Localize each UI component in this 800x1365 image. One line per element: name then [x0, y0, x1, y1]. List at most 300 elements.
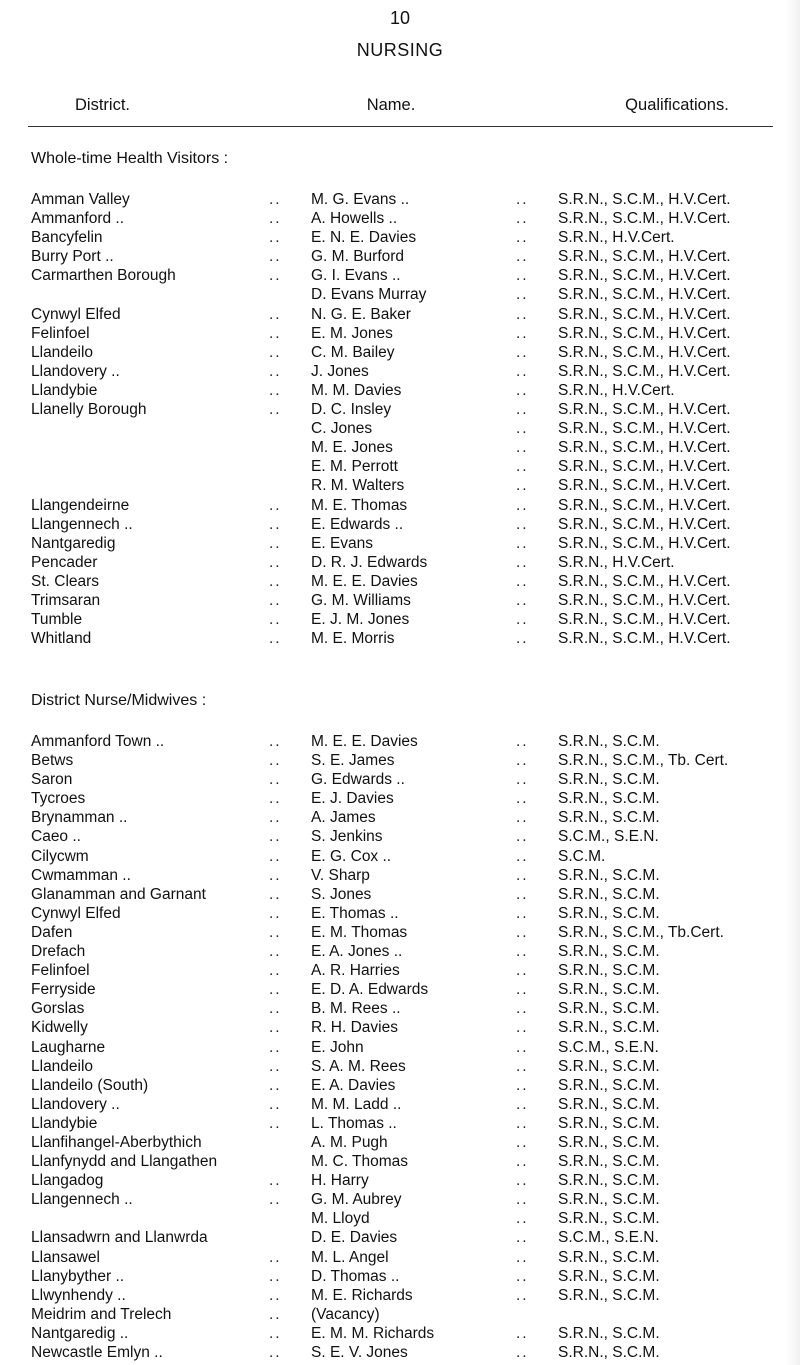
qualifications-cell: S.R.N., S.C.M. [558, 733, 660, 750]
name-cell: S. Jenkins [311, 828, 383, 846]
name-cell: A. R. Harries [311, 962, 400, 980]
section-rows [31, 732, 771, 1362]
leader-dots: .. [269, 496, 282, 514]
leader-dots: .. [516, 1153, 529, 1171]
name-cell: N. G. E. Baker [311, 305, 411, 323]
leader-dots: .. [269, 362, 282, 380]
district-cell: Whitland [31, 630, 92, 648]
name-cell: M. Lloyd [311, 1210, 370, 1228]
district-cell: Llandybie [31, 381, 98, 399]
district-cell: Llangadog [31, 1172, 104, 1190]
district-cell: Ammanford .. [31, 210, 125, 228]
leader-dots: .. [269, 1248, 282, 1266]
leader-dots: .. [516, 943, 529, 961]
table-row [31, 553, 771, 572]
leader-dots: .. [516, 790, 529, 808]
district-cell: Burry Port .. [31, 248, 114, 266]
qualifications-cell: S.R.N., H.V.Cert. [558, 229, 675, 247]
leader-dots: .. [516, 828, 529, 846]
table-row [31, 1152, 771, 1171]
qualifications-cell: S.R.N., S.C.M., H.V.Cert. [558, 477, 731, 495]
name-cell: E. A. Davies [311, 1076, 396, 1094]
leader-dots: .. [269, 809, 282, 827]
table-row [31, 400, 771, 419]
leader-dots: .. [516, 611, 529, 629]
leader-dots: .. [516, 1210, 529, 1228]
qualifications-cell: S.R.N., S.C.M. [558, 1095, 660, 1113]
leader-dots: .. [269, 962, 282, 980]
name-cell: V. Sharp [311, 866, 370, 884]
qualifications-cell: S.R.N., S.C.M. [558, 1057, 660, 1075]
leader-dots: .. [269, 534, 282, 552]
leader-dots: .. [269, 847, 282, 865]
table-row [31, 942, 771, 961]
district-cell: Tycroes [31, 790, 86, 808]
table-row [31, 923, 771, 942]
leader-dots: .. [516, 343, 529, 361]
leader-dots: .. [516, 1095, 529, 1113]
leader-dots: .. [269, 630, 282, 648]
name-cell: M. M. Ladd .. [311, 1095, 402, 1113]
district-cell: Llwynhendy .. [31, 1286, 126, 1304]
qualifications-cell: S.R.N., S.C.M. [558, 1000, 660, 1018]
table-row [31, 419, 771, 438]
table-row [31, 885, 771, 904]
district-cell: Caeo .. [31, 828, 81, 846]
leader-dots: .. [516, 267, 529, 285]
name-cell: C. Jones [311, 420, 373, 438]
qualifications-cell: S.R.N., S.C.M. [558, 1210, 660, 1228]
leader-dots: .. [516, 591, 529, 609]
qualifications-cell: S.R.N., S.C.M., Tb.Cert. [558, 923, 724, 941]
qualifications-cell: S.R.N., S.C.M., H.V.Cert. [558, 534, 731, 552]
page-title: NURSING [356, 40, 444, 60]
leader-dots: .. [269, 611, 282, 629]
district-cell: Llanybyther .. [31, 1267, 125, 1285]
name-cell: E. Thomas .. [311, 904, 399, 922]
leader-dots: .. [269, 943, 282, 961]
qualifications-cell: S.R.N., S.C.M. [558, 981, 660, 999]
table-row [31, 1038, 771, 1057]
qualifications-cell: S.R.N., S.C.M. [558, 1153, 660, 1171]
leader-dots: .. [516, 1172, 529, 1190]
leader-dots: .. [516, 477, 529, 495]
qualifications-cell: S.R.N., S.C.M., H.V.Cert. [558, 420, 731, 438]
name-cell: M. E. Richards [311, 1286, 413, 1304]
table-row [31, 572, 771, 591]
leader-dots: .. [269, 191, 282, 208]
district-cell: Meidrim and Trelech [31, 1305, 172, 1323]
name-cell: M. L. Angel [311, 1248, 389, 1266]
district-cell: Llandeilo [31, 1057, 94, 1075]
leader-dots: .. [516, 191, 529, 208]
leader-dots: .. [269, 866, 282, 884]
name-cell: H. Harry [311, 1172, 369, 1190]
qualifications-cell: S.R.N., H.V.Cert. [558, 553, 675, 571]
qualifications-cell: S.R.N., S.C.M. [558, 1172, 660, 1190]
table-row [31, 1343, 771, 1362]
district-cell: Nantgaredig .. [31, 1324, 129, 1342]
leader-dots: .. [516, 229, 529, 247]
qualifications-cell: S.R.N., S.C.M., H.V.Cert. [558, 324, 731, 342]
leader-dots: .. [516, 439, 529, 457]
table-row [31, 808, 771, 827]
leader-dots: .. [269, 1267, 282, 1285]
district-cell: St. Clears [31, 572, 100, 590]
qualifications-cell: S.R.N., S.C.M. [558, 790, 660, 808]
name-cell: A. M. Pugh [311, 1133, 388, 1151]
name-cell: E. N. E. Davies [311, 229, 417, 247]
qualifications-cell: S.R.N., S.C.M., H.V.Cert. [558, 515, 731, 533]
table-row [31, 847, 771, 866]
table-row [31, 980, 771, 999]
table-row [31, 534, 771, 553]
name-cell: G. I. Evans .. [311, 267, 401, 285]
leader-dots: .. [269, 828, 282, 846]
name-cell: E. A. Jones .. [311, 943, 403, 961]
leader-dots: .. [269, 733, 282, 750]
leader-dots: .. [516, 630, 529, 648]
table-row [31, 1171, 771, 1190]
qualifications-cell: S.R.N., S.C.M., H.V.Cert. [558, 572, 731, 590]
name-cell: E. D. A. Edwards [311, 981, 429, 999]
name-cell: A. Howells .. [311, 210, 398, 228]
table-row [31, 324, 771, 343]
leader-dots: .. [269, 752, 282, 770]
section-rows [31, 190, 771, 648]
leader-dots: .. [269, 248, 282, 266]
qualifications-cell: S.C.M., S.E.N. [558, 1229, 659, 1247]
qualifications-cell: S.R.N., S.C.M., H.V.Cert. [558, 267, 731, 285]
column-header-district: District. [75, 96, 130, 114]
qualifications-cell: S.R.N., S.C.M., H.V.Cert. [558, 611, 731, 629]
leader-dots: .. [269, 343, 282, 361]
table-row [31, 629, 771, 648]
leader-dots: .. [269, 1172, 282, 1190]
leader-dots: .. [516, 496, 529, 514]
leader-dots: .. [516, 962, 529, 980]
district-cell: Laugharne [31, 1038, 106, 1056]
name-cell: D. Evans Murray [311, 286, 427, 304]
table-row [31, 476, 771, 495]
column-headers [0, 96, 800, 120]
district-cell: Cynwyl Elfed [31, 305, 121, 323]
table-row [31, 827, 771, 846]
leader-dots: .. [516, 1344, 529, 1361]
qualifications-cell: S.R.N., S.C.M. [558, 1076, 660, 1094]
district-cell: Dafen [31, 923, 73, 941]
name-cell: M. E. E. Davies [311, 733, 418, 750]
district-cell: Bancyfelin [31, 229, 103, 247]
leader-dots: .. [516, 515, 529, 533]
leader-dots: .. [516, 572, 529, 590]
name-cell: (Vacancy) [311, 1305, 380, 1323]
leader-dots: .. [516, 885, 529, 903]
qualifications-cell: S.R.N., S.C.M., H.V.Cert. [558, 401, 731, 419]
table-row [31, 228, 771, 247]
name-cell: E. J. M. Jones [311, 611, 410, 629]
table-row [31, 961, 771, 980]
leader-dots: .. [516, 771, 529, 789]
qualifications-cell: S.R.N., S.C.M. [558, 943, 660, 961]
district-cell: Saron [31, 771, 73, 789]
leader-dots: .. [516, 809, 529, 827]
qualifications-cell: S.R.N., S.C.M. [558, 885, 660, 903]
name-cell: D. R. J. Edwards [311, 553, 428, 571]
qualifications-cell: S.R.N., S.C.M., H.V.Cert. [558, 591, 731, 609]
name-cell: G. M. Burford [311, 248, 405, 266]
table-row [31, 247, 771, 266]
qualifications-cell: S.R.N., S.C.M., H.V.Cert. [558, 439, 731, 457]
table-row [31, 770, 771, 789]
qualifications-cell: S.R.N., S.C.M., H.V.Cert. [558, 210, 731, 228]
name-cell: M. M. Davies [311, 381, 402, 399]
leader-dots: .. [516, 733, 529, 750]
name-cell: R. M. Walters [311, 477, 405, 495]
column-header-name: Name. [366, 96, 416, 114]
district-cell: Felinfoel [31, 962, 90, 980]
name-cell: J. Jones [311, 362, 369, 380]
name-cell: E. G. Cox .. [311, 847, 392, 865]
qualifications-cell: S.R.N., S.C.M., H.V.Cert. [558, 191, 731, 208]
qualifications-cell: S.R.N., S.C.M., H.V.Cert. [558, 458, 731, 476]
leader-dots: .. [269, 553, 282, 571]
district-cell: Newcastle Emlyn .. [31, 1344, 163, 1361]
district-cell: Felinfoel [31, 324, 90, 342]
leader-dots: .. [269, 1076, 282, 1094]
leader-dots: .. [516, 1248, 529, 1266]
district-cell: Pencader [31, 553, 98, 571]
name-cell: E. Edwards .. [311, 515, 404, 533]
leader-dots: .. [269, 904, 282, 922]
table-row [31, 1018, 771, 1037]
qualifications-cell: S.R.N., H.V.Cert. [558, 381, 675, 399]
leader-dots: .. [516, 1057, 529, 1075]
page-number: 10 [389, 8, 411, 28]
name-cell: E. M. Thomas [311, 923, 408, 941]
name-cell: D. E. Davies [311, 1229, 398, 1247]
leader-dots: .. [269, 1344, 282, 1361]
section-heading: Whole-time Health Visitors : [31, 150, 229, 167]
qualifications-cell: S.C.M. [558, 847, 606, 865]
leader-dots: .. [516, 534, 529, 552]
leader-dots: .. [516, 381, 529, 399]
table-row [31, 904, 771, 923]
district-cell: Llangendeirne [31, 496, 130, 514]
table-row [31, 190, 771, 209]
qualifications-cell: S.R.N., S.C.M. [558, 1191, 660, 1209]
district-cell: Llansawel [31, 1248, 100, 1266]
leader-dots: .. [269, 401, 282, 419]
district-cell: Trimsaran [31, 591, 101, 609]
qualifications-cell: S.R.N., S.C.M. [558, 809, 660, 827]
table-row [31, 789, 771, 808]
district-cell: Drefach [31, 943, 86, 961]
leader-dots: .. [516, 1229, 529, 1247]
leader-dots: .. [269, 1019, 282, 1037]
table-row [31, 1057, 771, 1076]
table-row [31, 751, 771, 770]
leader-dots: .. [269, 1057, 282, 1075]
leader-dots: .. [269, 771, 282, 789]
name-cell: C. M. Bailey [311, 343, 395, 361]
table-row [31, 1076, 771, 1095]
leader-dots: .. [269, 305, 282, 323]
leader-dots: .. [269, 923, 282, 941]
name-cell: B. M. Rees .. [311, 1000, 401, 1018]
district-cell: Llandovery .. [31, 1095, 120, 1113]
table-row [31, 866, 771, 885]
qualifications-cell: S.R.N., S.C.M., H.V.Cert. [558, 630, 731, 648]
leader-dots: .. [269, 591, 282, 609]
table-row [31, 362, 771, 381]
leader-dots: .. [269, 981, 282, 999]
district-cell: Cynwyl Elfed [31, 904, 121, 922]
leader-dots: .. [516, 1114, 529, 1132]
leader-dots: .. [516, 866, 529, 884]
leader-dots: .. [269, 1324, 282, 1342]
district-cell: Llanelly Borough [31, 401, 147, 419]
district-cell: Llanfihangel-Aberbythich [31, 1133, 202, 1151]
leader-dots: .. [516, 458, 529, 476]
name-cell: E. M. M. Richards [311, 1324, 435, 1342]
table-row [31, 1190, 771, 1209]
leader-dots: .. [516, 1133, 529, 1151]
leader-dots: .. [269, 210, 282, 228]
district-cell: Ferryside [31, 981, 96, 999]
qualifications-cell: S.R.N., S.C.M. [558, 1133, 660, 1151]
name-cell: M. E. Morris [311, 630, 395, 648]
leader-dots: .. [269, 1114, 282, 1132]
qualifications-cell: S.R.N., S.C.M. [558, 962, 660, 980]
leader-dots: .. [269, 267, 282, 285]
leader-dots: .. [269, 1038, 282, 1056]
district-cell: Tumble [31, 611, 83, 629]
name-cell: G. M. Aubrey [311, 1191, 402, 1209]
leader-dots: .. [516, 847, 529, 865]
district-cell: Gorslas [31, 1000, 85, 1018]
section-heading: District Nurse/Midwives : [31, 692, 207, 709]
qualifications-cell: S.C.M., S.E.N. [558, 828, 659, 846]
leader-dots: .. [269, 515, 282, 533]
name-cell: E. M. Jones [311, 324, 393, 342]
leader-dots: .. [516, 1324, 529, 1342]
name-cell: D. C. Insley [311, 401, 392, 419]
leader-dots: .. [516, 362, 529, 380]
district-cell: Llanfynydd and Llangathen [31, 1153, 218, 1171]
qualifications-cell: S.R.N., S.C.M. [558, 1114, 660, 1132]
leader-dots: .. [516, 1286, 529, 1304]
section-health-visitors [31, 150, 771, 648]
district-cell: Betws [31, 752, 74, 770]
district-cell: Amman Valley [31, 191, 130, 208]
table-row [31, 1324, 771, 1343]
name-cell: M. C. Thomas [311, 1153, 409, 1171]
qualifications-cell: S.C.M., S.E.N. [558, 1038, 659, 1056]
table-row [31, 610, 771, 629]
leader-dots: .. [269, 1000, 282, 1018]
district-cell: Brynamman .. [31, 809, 128, 827]
district-cell: Ammanford Town .. [31, 733, 165, 750]
table-row [31, 1228, 771, 1247]
district-cell: Llandovery .. [31, 362, 120, 380]
name-cell: S. E. V. Jones [311, 1344, 408, 1361]
name-cell: M. G. Evans .. [311, 191, 410, 208]
district-cell: Llandeilo [31, 343, 94, 361]
district-cell: Llandybie [31, 1114, 98, 1132]
leader-dots: .. [516, 286, 529, 304]
leader-dots: .. [269, 885, 282, 903]
district-cell: Llansadwrn and Llanwrda [31, 1229, 208, 1247]
table-row [31, 732, 771, 751]
table-row [31, 266, 771, 285]
table-row [31, 1095, 771, 1114]
name-cell: R. H. Davies [311, 1019, 398, 1037]
leader-dots: .. [516, 1019, 529, 1037]
leader-dots: .. [269, 324, 282, 342]
table-row [31, 1209, 771, 1228]
qualifications-cell: S.R.N., S.C.M. [558, 771, 660, 789]
leader-dots: .. [269, 381, 282, 399]
leader-dots: .. [269, 1286, 282, 1304]
district-cell: Kidwelly [31, 1019, 88, 1037]
qualifications-cell: S.R.N., S.C.M., H.V.Cert. [558, 343, 731, 361]
leader-dots: .. [516, 923, 529, 941]
name-cell: G. Edwards .. [311, 771, 405, 789]
leader-dots: .. [516, 553, 529, 571]
leader-dots: .. [269, 229, 282, 247]
leader-dots: .. [516, 305, 529, 323]
name-cell: E. Evans [311, 534, 374, 552]
district-cell: Llandeilo (South) [31, 1076, 149, 1094]
name-cell: S. E. James [311, 752, 395, 770]
name-cell: G. M. Williams [311, 591, 411, 609]
name-cell: S. Jones [311, 885, 372, 903]
name-cell: L. Thomas .. [311, 1114, 397, 1132]
qualifications-cell: S.R.N., S.C.M. [558, 866, 660, 884]
qualifications-cell: S.R.N., S.C.M. [558, 1344, 660, 1361]
leader-dots: .. [516, 401, 529, 419]
qualifications-cell: S.R.N., S.C.M. [558, 1286, 660, 1304]
qualifications-cell: S.R.N., S.C.M., Tb. Cert. [558, 752, 729, 770]
qualifications-cell: S.R.N., S.C.M. [558, 1019, 660, 1037]
table-row [31, 999, 771, 1018]
page-edge-shadow [786, 0, 800, 1365]
leader-dots: .. [516, 752, 529, 770]
column-header-qualifications: Qualifications. [625, 96, 729, 114]
section-district-nurse-midwives [31, 692, 771, 1362]
name-cell: E. John [311, 1038, 364, 1056]
district-cell: Cilycwm [31, 847, 89, 865]
name-cell: D. Thomas .. [311, 1267, 400, 1285]
table-row [31, 438, 771, 457]
qualifications-cell: S.R.N., S.C.M., H.V.Cert. [558, 248, 731, 266]
leader-dots: .. [269, 1191, 282, 1209]
leader-dots: .. [516, 1191, 529, 1209]
qualifications-cell: S.R.N., S.C.M. [558, 904, 660, 922]
name-cell: S. A. M. Rees [311, 1057, 406, 1075]
leader-dots: .. [269, 572, 282, 590]
qualifications-cell: S.R.N., S.C.M., H.V.Cert. [558, 496, 731, 514]
table-row [31, 305, 771, 324]
leader-dots: .. [269, 790, 282, 808]
leader-dots: .. [516, 324, 529, 342]
qualifications-cell: S.R.N., S.C.M., H.V.Cert. [558, 305, 731, 323]
table-row [31, 1248, 771, 1267]
header-rule [28, 126, 773, 127]
leader-dots: .. [516, 1076, 529, 1094]
leader-dots: .. [516, 420, 529, 438]
